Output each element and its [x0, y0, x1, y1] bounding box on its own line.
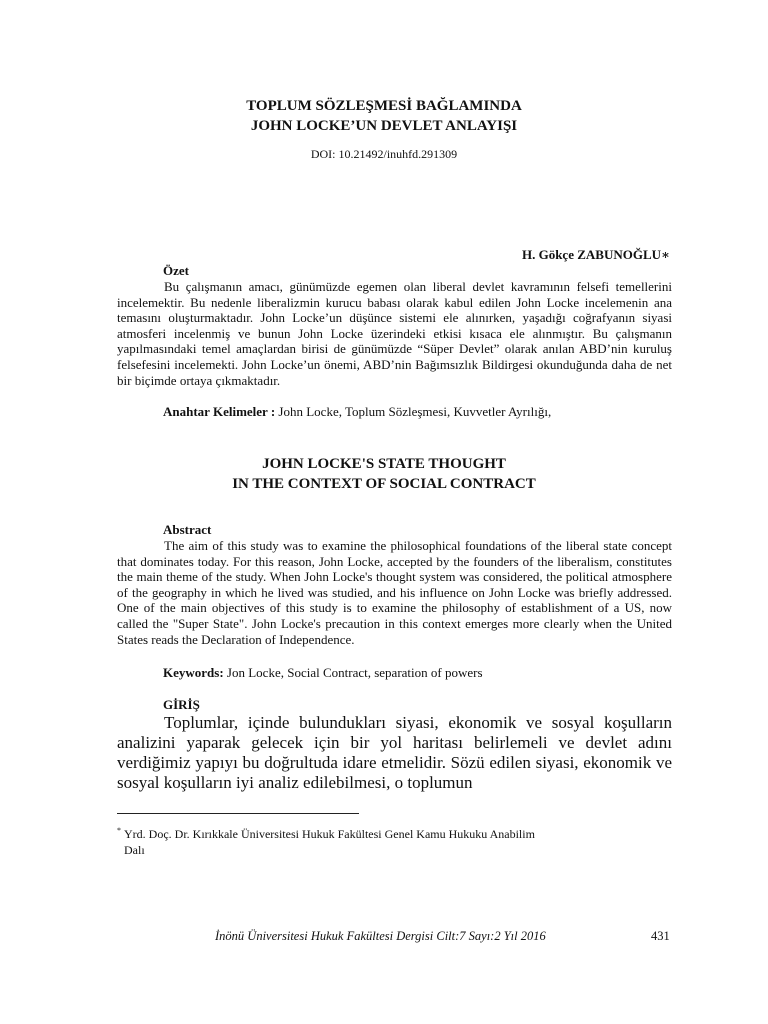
- title-en-line2: IN THE CONTEXT OF SOCIAL CONTRACT: [232, 476, 536, 492]
- footnote-mark: *: [117, 826, 121, 835]
- title-en: [0, 454, 768, 494]
- ozet-heading: Özet: [163, 263, 189, 278]
- abstract-heading: Abstract: [163, 522, 212, 537]
- giris-paragraph: Toplumlar, içinde bulundukları siyasi, ekonomik ve sosyal koşulların analizini yaparak gelecek için bir yol haritası belirlemeli ve devlet adını verdiğimiz yapıyı bu doğrultuda idare etmelidir. Sözü edilen siyasi, ekonomik ve sosyal koşulların iyi analiz edilebilmesi, o toplumun: [117, 713, 672, 792]
- page-number: 431: [651, 929, 670, 943]
- ozet-keywords-label: Anahtar Kelimeler :: [163, 404, 276, 419]
- abstract-keywords: [163, 665, 483, 681]
- author-name: H. Gökçe ZABUNOĞLU: [521, 247, 662, 262]
- footnote: [117, 823, 677, 858]
- title-tr-line2: JOHN LOCKE’UN DEVLET ANLAYIŞI: [250, 118, 518, 134]
- abstract-paragraph: The aim of this study was to examine the philosophical foundations of the liberal state concept that dominates today. For this reason, John Locke, accepted by the founders of the liberalism, constitutes the main theme of the study. When John Locke's thought system was considered, the political atmosphere of the geography in which he lived was studied, and his influence on John Locke was briefly addressed. One of the main objectives of this study is to examine the philosophy of establishment of a US, now called the "Super State". John Locke's precaution in this context emerges more clearly when the United States reads the Declaration of Independence.: [117, 538, 672, 647]
- title-tr-line1: TOPLUM SÖZLEŞMESİ BAĞLAMINDA: [246, 98, 522, 114]
- title-en-line1: JOHN LOCKE'S STATE THOUGHT: [262, 456, 506, 472]
- abstract-keywords-label: Keywords:: [163, 665, 224, 680]
- title-tr: [0, 96, 768, 136]
- ozet-paragraph: Bu çalışmanın amacı, günümüzde egemen olan liberal devlet kavramının felsefi temellerini incelemektir. Bu nedenle liberalizmin kurucu babası olarak kabul edilen John Locke incelemenin ana temasını oluşturmaktadır. John Locke’un düşünce sistemi ele alınırken, yaşadığı coğrafyanın siyasi atmosferi incelenmiş ve bunun John Locke üzerindeki etkisi kısaca ele alınmıştır. Bu çalışmanın yapılmasındaki temel amaçlardan birisi de günümüzde “Süper Devlet” olarak anılan ABD’nin kuruluş felsefesini incelemekti. John Locke’un önemi, ABD’nin Bağımsızlık Bildirgesi okunduğunda daha de net bir biçimde ortaya çıkmaktadır.: [117, 279, 672, 388]
- doi: DOI: 10.21492/inuhfd.291309: [310, 147, 458, 161]
- ozet-keywords: [163, 404, 551, 420]
- footnote-line1: Yrd. Doç. Dr. Kırıkkale Üniversitesi Hukuk Fakültesi Genel Kamu Hukuku Anabilim: [124, 827, 535, 841]
- ozet-text: [117, 279, 672, 388]
- footnote-line2: Dalı: [124, 843, 145, 857]
- author-footnote-mark: ∗: [661, 247, 670, 262]
- giris-heading: GİRİŞ: [163, 697, 200, 712]
- abstract-text: [117, 538, 672, 647]
- abstract-keywords-value: Jon Locke, Social Contract, separation of powers: [223, 665, 483, 680]
- ozet-keywords-value: John Locke, Toplum Sözleşmesi, Kuvvetler Ayrılığı,: [275, 404, 552, 419]
- footer-journal: İnönü Üniversitesi Hukuk Fakültesi Dergisi Cilt:7 Sayı:2 Yıl 2016: [215, 929, 546, 943]
- footnote-divider: [117, 813, 359, 814]
- author: [522, 247, 670, 263]
